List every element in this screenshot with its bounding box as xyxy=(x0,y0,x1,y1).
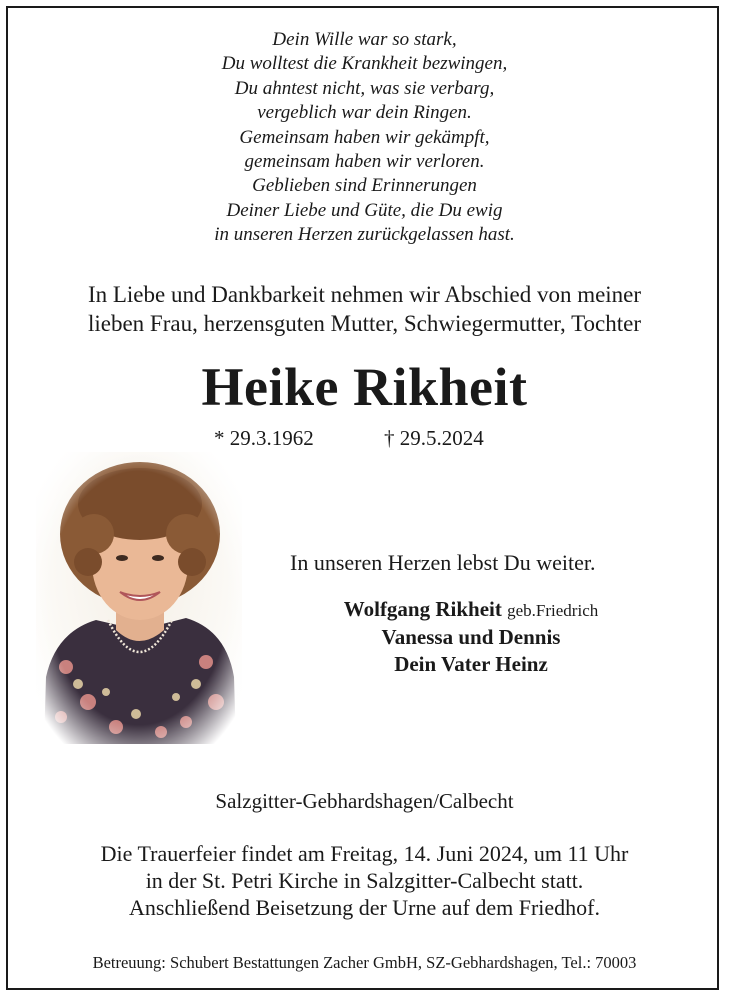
poem-line: Dein Wille war so stark, xyxy=(272,29,457,50)
death-date: † 29.5.2024 xyxy=(384,426,484,450)
portrait-photo xyxy=(36,452,242,744)
service-line: Die Trauerfeier findet am Freitag, 14. Juni 2024, um 11 Uhr xyxy=(100,841,629,866)
undertaker-footer: Betreuung: Schubert Bestattungen Zacher GmbH, SZ-Gebhardshagen, Tel.: 70003 xyxy=(92,953,637,972)
service-line: Anschließend Beisetzung der Urne auf dem Friedhof. xyxy=(128,895,601,920)
service-info xyxy=(0,840,729,921)
poem-line: Du wolltest die Krankheit bezwingen, xyxy=(221,53,508,75)
poem-line: Deiner Liebe und Güte, die Du ewig xyxy=(226,199,503,221)
poem-line: in unseren Herzen zurückgelassen hast. xyxy=(214,224,515,246)
poem-line: vergeblich war dein Ringen. xyxy=(257,102,472,124)
poem xyxy=(0,28,729,248)
mourner-husband: Wolfgang Rikheit xyxy=(343,597,502,621)
poem-line: Gemeinsam haben wir gekämpft, xyxy=(239,126,490,148)
motto: In unseren Herzen lebst Du weiter. xyxy=(290,550,596,575)
poem-line: Du ahntest nicht, was sie verbarg, xyxy=(234,77,495,99)
poem-line: gemeinsam haben wir verloren. xyxy=(244,151,485,173)
intro-text xyxy=(0,280,729,338)
intro-line: lieben Frau, herzensguten Mutter, Schwiegermutter, Tochter xyxy=(87,311,642,336)
mourners xyxy=(300,596,642,678)
mourner-children: Vanessa und Dennis xyxy=(381,625,561,649)
mourner-husband-note: geb.Friedrich xyxy=(507,601,599,620)
poem-line: Geblieben sind Erinnerungen xyxy=(252,175,477,197)
mourner-husband-line xyxy=(300,596,642,624)
place: Salzgitter-Gebhardshagen/Calbecht xyxy=(215,789,514,813)
deceased-name: Heike Rikheit xyxy=(201,357,528,417)
birth-date: * 29.3.1962 xyxy=(214,426,314,450)
service-line: in der St. Petri Kirche in Salzgitter-Calbecht statt. xyxy=(145,868,584,893)
intro-line: In Liebe und Dankbarkeit nehmen wir Abschied von meiner xyxy=(87,282,642,307)
mourner-father: Dein Vater Heinz xyxy=(394,652,548,676)
